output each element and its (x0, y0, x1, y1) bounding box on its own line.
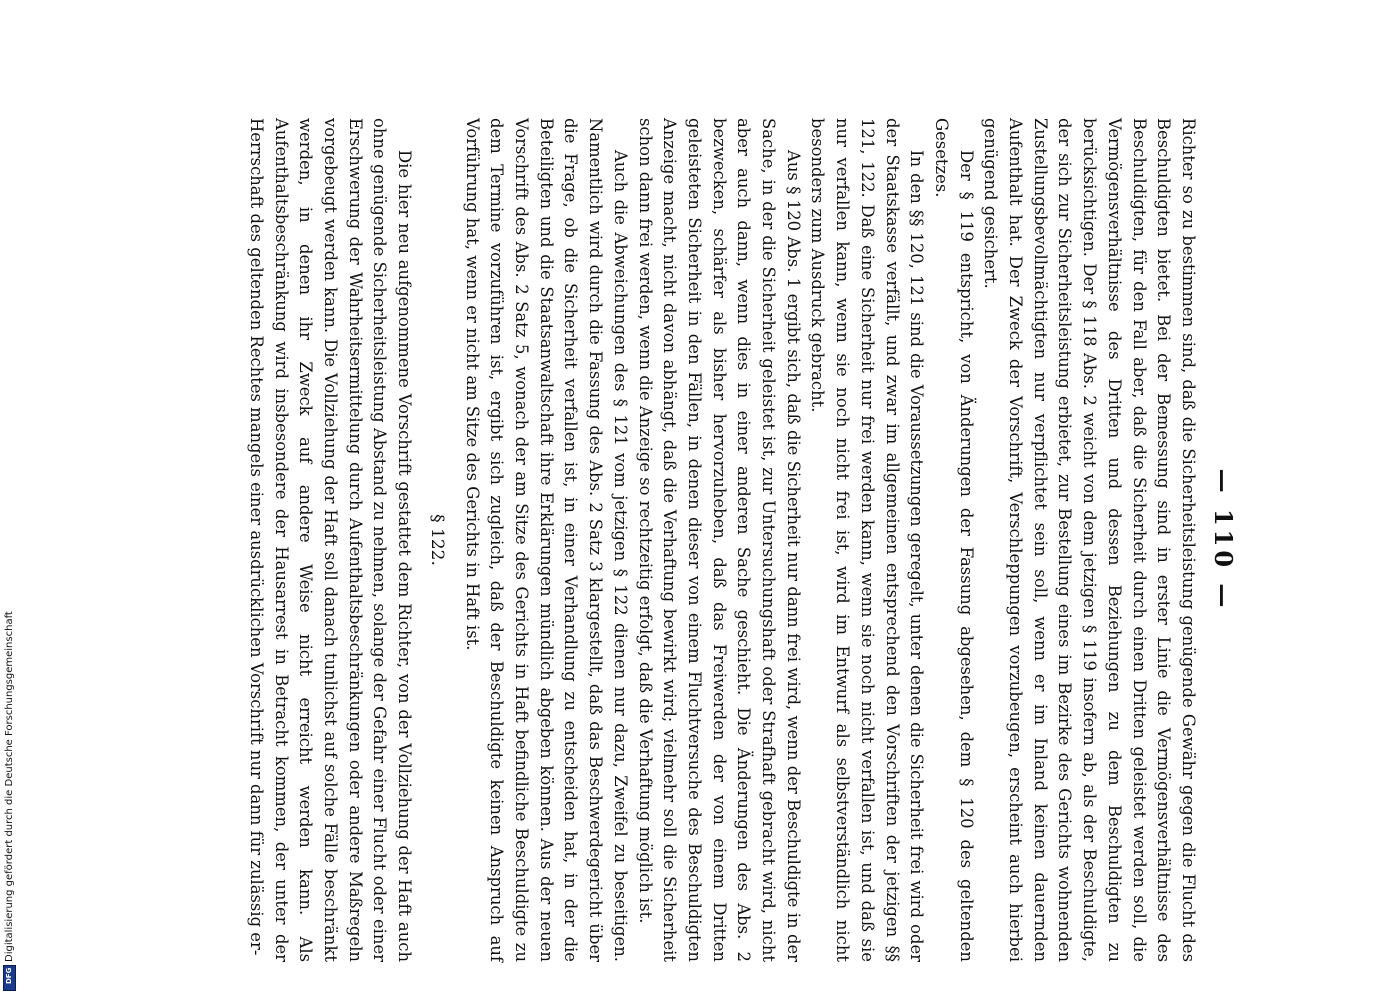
page-number: — 110 — (1209, 468, 1238, 612)
paragraph: Auch die Abweichungen des § 121 vom jetzigen § 122 dienen nur dazu, Zweifel zu beseitigen. Namentlich wird durch die Fassung des Abs. 2 Satz 3 klargestellt, daß das Beschwerdegericht über die Frage, ob die Sicherheit verfallen ist, in einer Verhandlung zu entscheiden hat, in der die Beteiligten und die Staatsanwaltschaft ihre Erklärungen mündlich abgeben können. Aus der neuen Vorschrift des Abs. 2 Satz 5, wonach der am Sitze des Gerichts in Haft befindliche Beschuldigte zu dem Termine vorzuführen ist, ergibt sich zugleich, daß der Beschuldigte keinen Anspruch auf Vorführung hat, wenn er nicht am Sitze des Gerichts in Haft ist. (462, 118, 630, 962)
paragraph: Aus § 120 Abs. 1 ergibt sich, daß die Sicherheit nur dann frei wird, wenn der Beschuldigte in der Sache, in der die Sicherheit geleistet ist, zur Untersuchungshaft oder Strafhaft gebracht wird, nicht aber auch dann, wenn dies in einer anderen Sache geschieht. Die Änderungen des Abs. 2 bezwecken, schärfer als bisher hervorzuheben, daß das Freiwerden der von einem Dritten geleisteten Sicherheit in den Fällen, in denen dieser von einem Fluchtversuche des Beschuldigten Anzeige macht, nicht davon abhängt, daß die Verhaftung bewirkt wird; vielmehr soll die Sicherheit schon dann frei werden, wenn die Anzeige so rechtzeitig erfolgt, daß die Verhaftung möglich ist. (635, 118, 803, 962)
digitization-sidebar (2, 0, 16, 1000)
digitization-note: Digitalisierung gefördert durch die Deutsche Forschungsgemeinschaft (4, 611, 15, 962)
paragraphs-after-heading (243, 118, 416, 962)
section-heading: § 122. (426, 514, 447, 566)
paragraph: Die hier neu aufgenommene Vorschrift gestattet dem Richter, von der Vollziehung der Haft auch ohne genügende Sicherheitsleistung Abstand zu nehmen, solange der Gefahr einer Flucht oder einer Erschwerung der Wahrheitsermittelung durch Aufenthaltsbeschränkungen oder andere Maßregeln vorgebeugt werden kann. Die Vollziehung der Haft soll danach tunlichst auf solche Fälle beschränkt werden, in denen ihr Zweck auf andere Weise nicht erreicht werden kann. Als Aufenthaltsbeschränkung wird insbesondere der Hausarrest in Betracht kommen, der unter der Herrschaft des geltenden Rechtes mangels einer ausdrücklichen Vorschrift nur dann für zulässig er- (246, 118, 415, 962)
paragraphs-before-heading (459, 118, 1200, 962)
paragraph: Richter so zu bestimmen sind, daß die Sicherheitsleistung genügende Gewähr gegen die Flucht des Beschuldigten bietet. Bei der Bemessung sind in erster Linie die Vermögensverhältnisse des Beschuldigten, für den Fall aber, daß die Sicherheit durch einen Dritten geleistet werden soll, die Vermögensverhältnisse des Dritten und dessen Beziehungen zu dem Beschuldigten zu berücksichtigen. Der § 118 Abs. 2 weicht von dem jetzigen § 119 insofern ab, als der Beschuldigte, der sich zur Sicherheitsleistung erbietet, zur Bestellung eines im Bezirke des Gerichts wohnenden Zustellungsbevollmächtigten nur verpflichtet sein soll, wenn er im Inland keinen dauernden Aufenthalt hat. Der Zweck der Vorschrift, Verschleppungen vorzubeugen, erscheint auch hierbei genügend gesichert. (981, 118, 1198, 962)
dfg-logo (3, 965, 16, 991)
dfg-logo-text: DFG (5, 967, 13, 984)
paragraph: Der § 119 entspricht, von Änderungen der Fassung abgesehen, dem § 120 des geltenden Gesetzes. (931, 118, 976, 962)
page-body-text (243, 118, 1200, 962)
document-page (140, 110, 1240, 970)
paragraph: In den §§ 120, 121 sind die Voraussetzungen geregelt, unter denen die Sicherheit frei wird oder der Staatskasse verfällt, und zwar im allgemeinen entsprechend den Vorschriften der jetzigen §§ 121, 122. Daß eine Sicherheit nur frei werden kann, wenn sie noch nicht verfallen ist, und daß sie nur verfallen kann, wenn sie noch nicht frei ist, wird im Entwurf als selbstverständlich nicht besonders zum Ausdruck gebracht. (808, 118, 927, 962)
